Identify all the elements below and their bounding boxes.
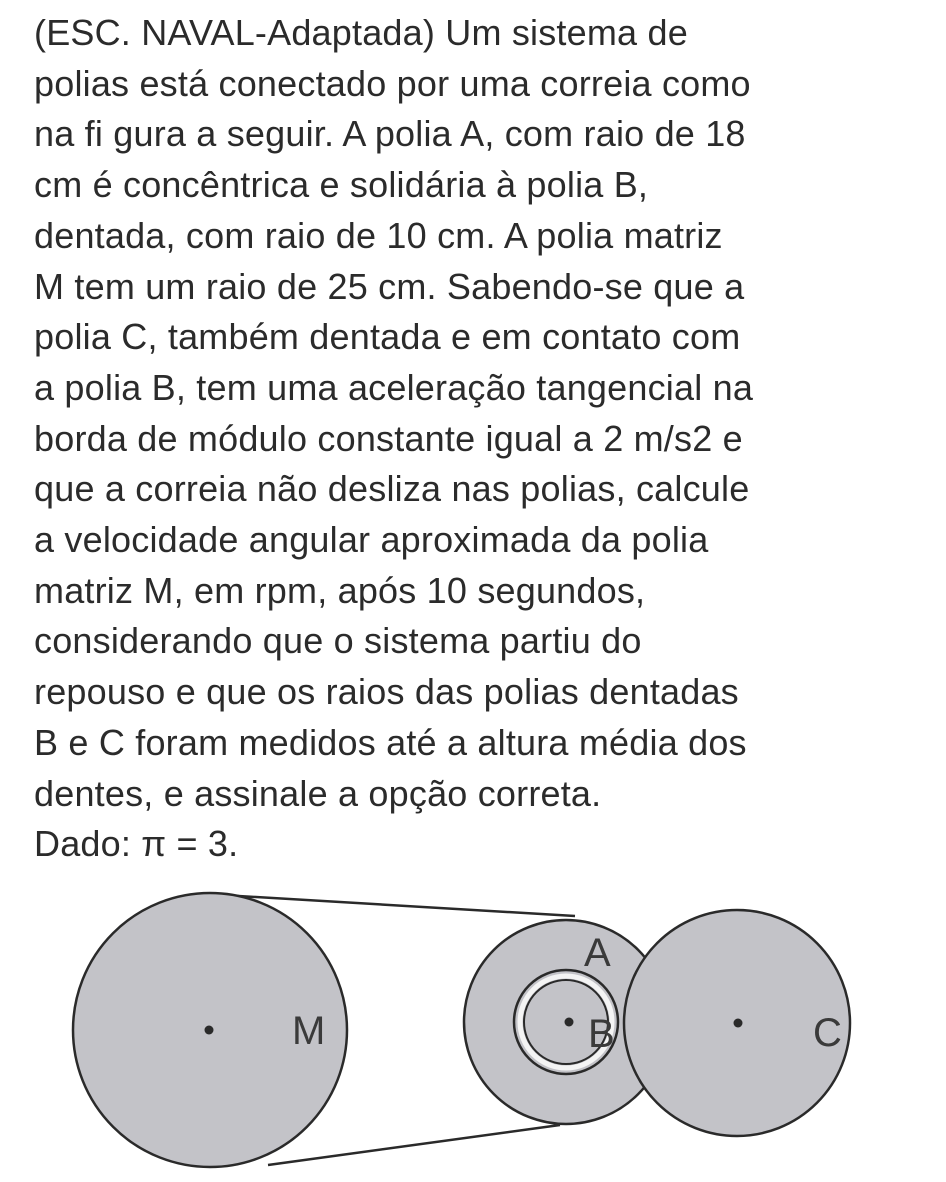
pulley-figure xyxy=(0,880,946,1182)
question-line-17: Dado: π = 3. xyxy=(34,823,239,865)
question-line-11: a velocidade angular aproximada da polia xyxy=(34,519,709,561)
question-line-14: repouso e que os raios das polias dentadas xyxy=(34,671,739,713)
question-text xyxy=(34,8,934,870)
question-line-4: cm é concêntrica e solidária à polia B, xyxy=(34,164,649,206)
pulley-diagram xyxy=(0,880,946,1182)
pulley-b-center xyxy=(565,1018,574,1027)
question-line-2: polias está conectado por uma correia como xyxy=(34,62,751,104)
question-line-12: matriz M, em rpm, após 10 segundos, xyxy=(34,569,646,611)
question-line-15: B e C foram medidos até a altura média dos xyxy=(34,721,747,763)
belt-bottom xyxy=(268,1125,560,1165)
question-line-6: M tem um raio de 25 cm. Sabendo-se que a xyxy=(34,265,745,307)
label-a: A xyxy=(584,931,611,975)
question-line-9: borda de módulo constante igual a 2 m/s2 e xyxy=(34,417,743,459)
question-line-10: que a correia não desliza nas polias, calcule xyxy=(34,468,750,510)
question-line-3: na fi gura a seguir. A polia A, com raio de 18 xyxy=(34,113,746,155)
question-line-16: dentes, e assinale a opção correta. xyxy=(34,772,602,814)
label-m: M xyxy=(292,1009,326,1053)
question-line-8: a polia B, tem uma aceleração tangencial na xyxy=(34,366,754,408)
question-line-13: considerando que o sistema partiu do xyxy=(34,620,642,662)
pulley-m-center xyxy=(205,1026,214,1035)
label-c: C xyxy=(813,1011,842,1055)
label-b: B xyxy=(588,1012,615,1056)
pulley-c-center xyxy=(734,1019,743,1028)
question-line-5: dentada, com raio de 10 cm. A polia matriz xyxy=(34,214,723,256)
question-line-7: polia C, também dentada e em contato com xyxy=(34,316,741,358)
question-line-1: (ESC. NAVAL-Adaptada) Um sistema de xyxy=(34,12,688,53)
